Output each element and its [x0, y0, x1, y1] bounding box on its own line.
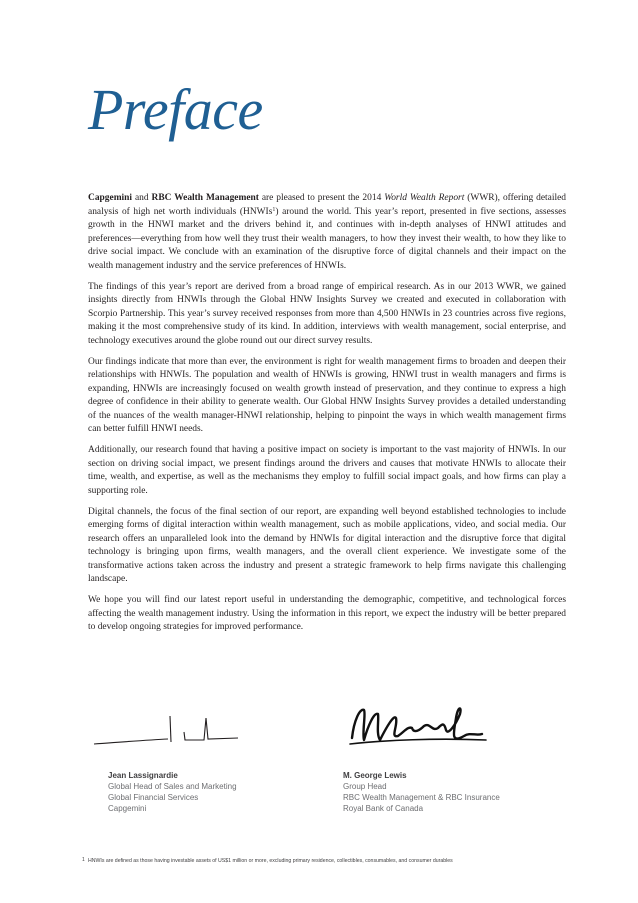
text-span: are pleased to present the 2014 — [258, 193, 385, 203]
footnote — [82, 857, 568, 865]
signature-m-george-lewis — [346, 700, 496, 752]
paragraph-6: We hope you will find our latest report useful in understanding the demographic, competitive, and technological forces affecting the wealth management industry. Using the information in this report, we expect the industry will be better prepared to develop ongoing strategies for improved performance. — [88, 595, 566, 632]
report-title-italic: World Wealth Report — [384, 193, 465, 203]
footnote-text: HNWIs are defined as those having investable assets of US$1 million or more, excluding primary residence, collectibles, consumables, and consumer durables — [88, 858, 453, 864]
text-span: and — [132, 193, 152, 203]
signer-title: Global Head of Sales and Marketing — [108, 782, 237, 791]
signer-name: Jean Lassignardie — [108, 771, 178, 780]
footnote-ref: 1 — [272, 206, 276, 213]
capgemini-bold: Capgemini — [88, 193, 133, 203]
signer-block-1 — [108, 770, 237, 814]
paragraph-4: Additionally, our research found that having a positive impact on society is important to the vast majority of HNWIs. In our section on driving social impact, we present findings around the drivers and causes that motivate HNWIs to allocate their time, wealth, and expertise, as well as the mechanisms they employ to fulfill social impact goals, and how firms can play a supporting role. — [88, 445, 566, 496]
signer-division: Global Financial Services — [108, 793, 199, 802]
signer-name: M. George Lewis — [343, 771, 407, 780]
page-title: Preface — [88, 77, 263, 142]
rbc-bold: RBC Wealth Management — [151, 193, 259, 203]
signer-division: RBC Wealth Management & RBC Insurance — [343, 793, 500, 802]
paragraph-5: Digital channels, the focus of the final section of our report, are expanding well beyond established technologies to include emerging forms of digital interaction within wealth management, such as mobile applications, video, and social media. Our research offers an unparalleled look into the demand by HNWIs for digital interaction and the disruptive force that digital technology is bringing upon firms, wealth managers, and the overall client experience. We investigate some of the transformative actions taken across the industry and present a strategic framework to help firms navigate this challenging landscape. — [88, 506, 566, 584]
paragraph-2: The findings of this year’s report are derived from a broad range of empirical research. As in our 2013 WWR, we gained insights directly from HNWIs through the Global HNW Insights Survey we created and executed in collaboration with Scorpio Partnership. This year’s survey received responses from more than 4,500 HNWIs in 23 countries across five regions, making it the most comprehensive study of its kind. In addition, interviews with wealth management, social enterprise, and technology executives around the globe round out our direct survey results. — [88, 281, 566, 346]
paragraph-3: Our findings indicate that more than ever, the environment is right for wealth management firms to broaden and deepen their relationships with HNWIs. The population and wealth of HNWIs is growing, HNWI trust in wealth managers and firms is expanding, HNWIs are increasingly focused on wealth growth instead of preservation, and they continue to express a high degree of confidence in their ability to generate wealth. Our Global HNW Insights Survey provides a detailed understanding of the nuances of the wealth manager-HNWI relationship, helping to pinpoint the ways in which wealth management firms can better fulfill HNWI needs. — [88, 356, 566, 434]
signature-jean-lassignardie — [92, 712, 242, 752]
text-span: (WWR), offering detailed analysis of high net worth individuals (HNWIs — [88, 193, 566, 217]
signer-title: Group Head — [343, 782, 387, 791]
footnote-marker: 1 — [82, 857, 85, 863]
text-span: ) around the world. This year’s report, presented in five sections, assesses growth in the HNWI market and the drivers behind it, and continues with in-depth analyses of HNWI attitudes and preferences—everything from how well they trust their wealth managers, to how they invest their wealth, to how they like to drive social impact. We conclude with an examination of the disruptive force of digital channels and their impact on the wealth management industry and the service preferences of HNWIs. — [88, 206, 566, 271]
signer-company: Capgemini — [108, 804, 147, 813]
paragraph-1 — [88, 192, 566, 273]
signer-company: Royal Bank of Canada — [343, 804, 424, 813]
preface-body — [88, 192, 566, 642]
signer-block-2 — [343, 770, 500, 814]
